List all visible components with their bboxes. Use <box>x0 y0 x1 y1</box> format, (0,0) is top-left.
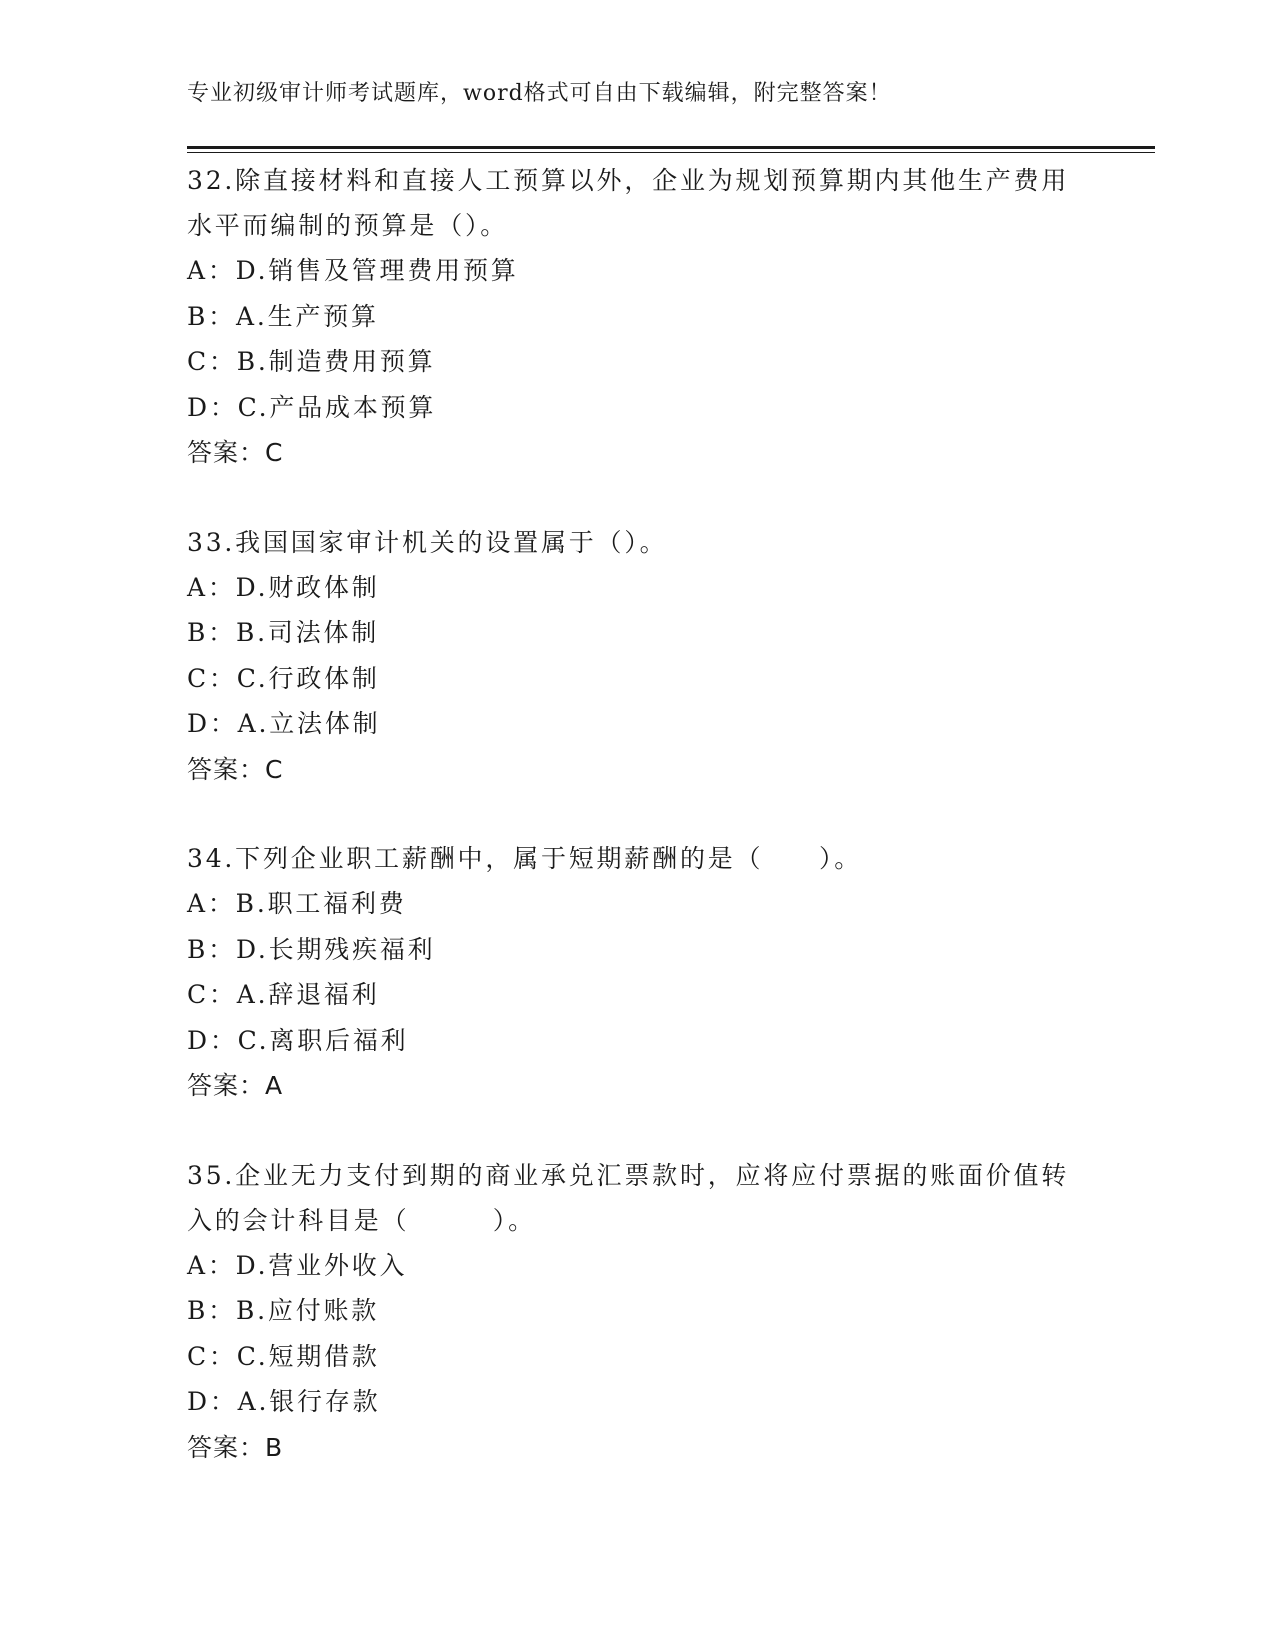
question-32 <box>187 158 1087 476</box>
option-d: D：A.立法体制 <box>187 709 381 738</box>
option-b: B：B.司法体制 <box>187 618 380 647</box>
option-d: D：A.银行存款 <box>187 1387 381 1416</box>
question-list <box>187 158 1087 1514</box>
question-33 <box>187 520 1087 793</box>
page-header: 专业初级审计师考试题库，word格式可自由下载编辑，附完整答案！ <box>187 81 892 106</box>
question-stem: 35.企业无力支付到期的商业承兑汇票款时，应将应付票据的账面价值转入的会计科目是（ ）。 <box>187 1160 1070 1235</box>
option-a: A：D.营业外收入 <box>187 1250 408 1280</box>
option-d: D：C.离职后福利 <box>187 1025 409 1055</box>
option-b: B：B.应付账款 <box>187 1296 380 1325</box>
answer-line: 答案：A <box>187 1071 284 1100</box>
option-a: A：D.财政体制 <box>187 572 380 602</box>
answer-line: 答案：C <box>187 754 284 784</box>
question-34 <box>187 836 1087 1109</box>
header-rule-thin <box>187 152 1155 153</box>
question-stem: 34.下列企业职工薪酬中，属于短期薪酬的是（ ）。 <box>187 844 863 873</box>
option-c: C：C.行政体制 <box>187 663 380 693</box>
option-c: C：C.短期借款 <box>187 1341 380 1371</box>
question-stem: 32.除直接材料和直接人工预算以外，企业为规划预算期内其他生产费用水平而编制的预算是（）。 <box>187 166 1070 240</box>
answer-line: 答案：C <box>187 438 284 467</box>
option-c: C：A.辞退福利 <box>187 980 380 1009</box>
option-a: A：D.销售及管理费用预算 <box>187 256 519 285</box>
option-c: C：B.制造费用预算 <box>187 347 436 376</box>
answer-line: 答案：B <box>187 1432 284 1462</box>
question-stem: 33.我国国家审计机关的设置属于（）。 <box>187 527 668 557</box>
option-a: A：B.职工福利费 <box>187 889 407 918</box>
option-b: B：A.生产预算 <box>187 301 379 331</box>
option-d: D：C.产品成本预算 <box>187 392 437 422</box>
question-35 <box>187 1153 1087 1471</box>
option-b: B：D.长期残疾福利 <box>187 934 436 964</box>
header-rule-thick <box>187 146 1155 149</box>
